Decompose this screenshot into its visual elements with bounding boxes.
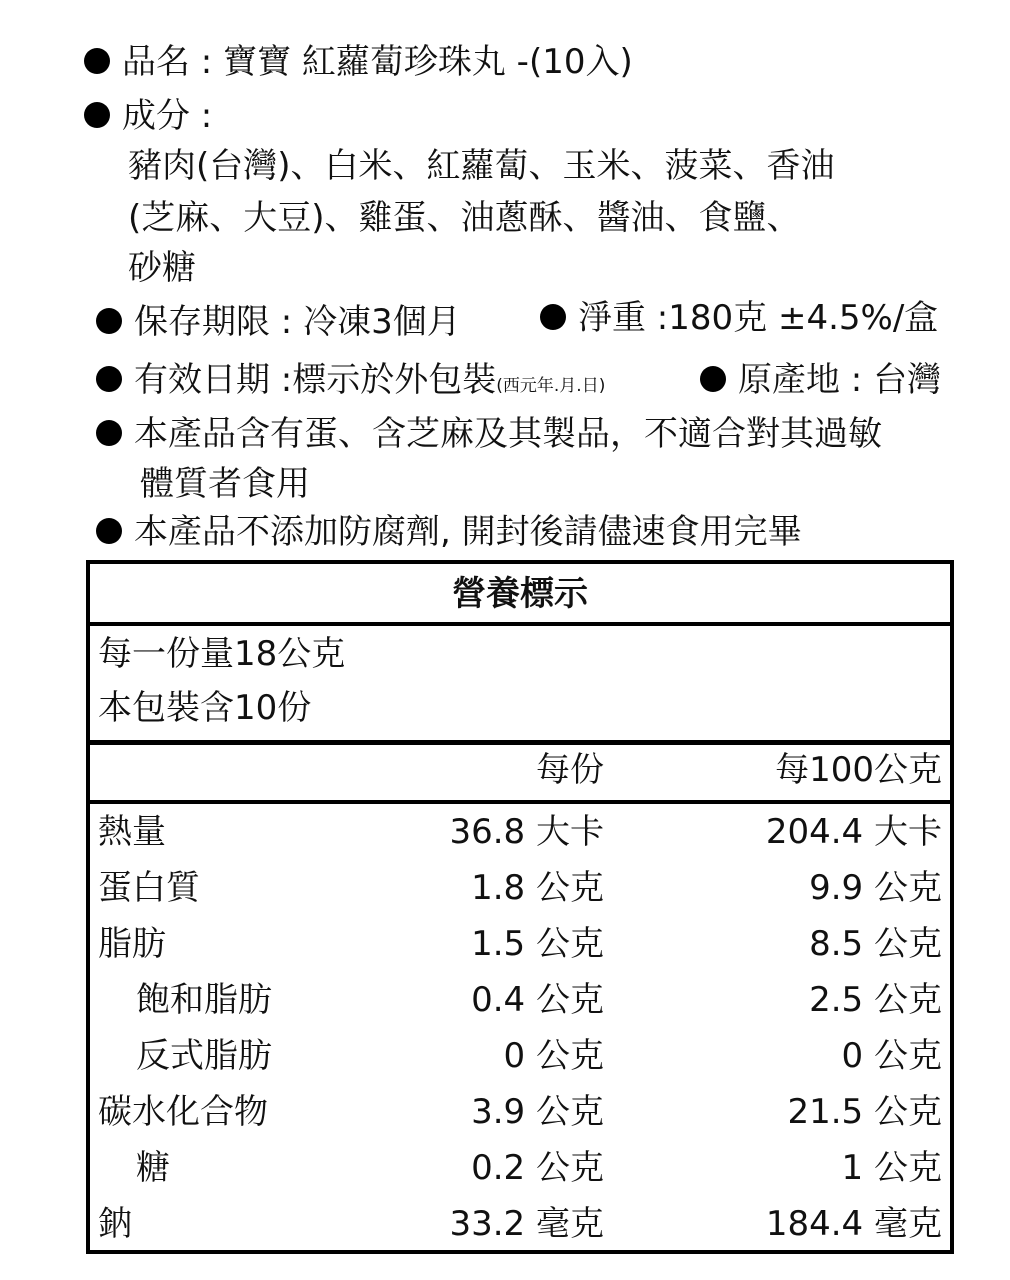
table-row xyxy=(90,1140,950,1196)
table-row xyxy=(90,916,950,972)
product-name-line xyxy=(84,42,633,82)
ingredients-line-3: 砂糖 xyxy=(128,248,196,288)
product-name: 品名 : 寶寶 紅蘿蔔珍珠丸 -(10入) xyxy=(122,42,633,82)
expiry: 有效日期 :標示於外包裝 xyxy=(134,360,497,400)
table-row xyxy=(90,804,950,860)
nutrient-name: 飽和脂肪 xyxy=(136,980,272,1020)
allergen-text: 本產品含有蛋、含芝麻及其製品，不適合對其過敏 xyxy=(134,414,882,454)
ingredients-line-2: (芝麻、大豆)、雞蛋、油蔥酥、醬油、食鹽、 xyxy=(128,198,801,238)
per-100g-value: 184.4 毫克 xyxy=(765,1204,942,1244)
table-row xyxy=(90,860,950,916)
divider xyxy=(90,740,950,745)
ingredients-label-line xyxy=(84,96,212,136)
per-serving-value: 36.8 大卡 xyxy=(449,812,604,852)
net-weight: 淨重 :180克 ±4.5%/盒 xyxy=(578,298,939,338)
nutrient-name: 熱量 xyxy=(98,812,166,852)
bullet-icon xyxy=(96,420,122,446)
table-row xyxy=(90,1084,950,1140)
allergen-line xyxy=(96,414,882,454)
nutrient-name: 脂肪 xyxy=(98,924,166,964)
nutrient-name: 碳水化合物 xyxy=(98,1092,268,1132)
bullet-icon xyxy=(540,304,566,330)
per-serving-value: 33.2 毫克 xyxy=(449,1204,604,1244)
per-100g-value: 2.5 公克 xyxy=(809,980,942,1020)
origin: 原產地 : 台灣 xyxy=(738,360,942,400)
expiry-format: (西元年.月.日) xyxy=(496,376,606,396)
preservative-line xyxy=(96,512,802,552)
nutrition-table xyxy=(86,560,954,1254)
col-header-per-100g: 每100公克 xyxy=(775,750,942,790)
nutrient-name: 鈉 xyxy=(98,1204,132,1244)
col-header-per-serving: 每份 xyxy=(536,750,604,790)
bullet-icon xyxy=(96,518,122,544)
allergen-line-2: 體質者食用 xyxy=(140,464,310,504)
per-100g-value: 21.5 公克 xyxy=(787,1092,942,1132)
per-serving-value: 1.8 公克 xyxy=(471,868,604,908)
net-weight-line xyxy=(540,298,938,338)
per-serving-value: 0.4 公克 xyxy=(471,980,604,1020)
table-row xyxy=(90,1196,950,1252)
per-100g-value: 204.4 大卡 xyxy=(765,812,942,852)
nutrition-title: 營養標示 xyxy=(452,574,588,614)
table-row xyxy=(90,1028,950,1084)
per-serving-value: 0.2 公克 xyxy=(471,1148,604,1188)
serving-size: 每一份量18公克 xyxy=(98,634,346,674)
expiry-line xyxy=(96,360,605,406)
nutrient-name: 反式脂肪 xyxy=(136,1036,272,1076)
preservative-text: 本產品不添加防腐劑, 開封後請儘速食用完畢 xyxy=(134,512,802,552)
bullet-icon xyxy=(700,366,726,392)
per-serving-value: 3.9 公克 xyxy=(471,1092,604,1132)
table-row xyxy=(90,972,950,1028)
bullet-icon xyxy=(96,366,122,392)
ingredients-line-1: 豬肉(台灣)、白米、紅蘿蔔、玉米、菠菜、香油 xyxy=(128,146,835,186)
shelf-life: 保存期限 : 冷凍3個月 xyxy=(134,302,461,342)
nutrient-name: 糖 xyxy=(136,1148,170,1188)
per-100g-value: 8.5 公克 xyxy=(809,924,942,964)
per-100g-value: 0 公克 xyxy=(841,1036,942,1076)
divider xyxy=(90,622,950,626)
per-serving-value: 1.5 公克 xyxy=(471,924,604,964)
servings-per-pack: 本包裝含10份 xyxy=(98,688,312,728)
per-100g-value: 1 公克 xyxy=(841,1148,942,1188)
origin-line xyxy=(700,360,941,400)
bullet-icon xyxy=(96,308,122,334)
bullet-icon xyxy=(84,48,110,74)
per-100g-value: 9.9 公克 xyxy=(809,868,942,908)
nutrient-name: 蛋白質 xyxy=(98,868,200,908)
ingredients-label: 成分 : xyxy=(122,96,213,136)
bullet-icon xyxy=(84,102,110,128)
shelf-life-line xyxy=(96,302,461,342)
per-serving-value: 0 公克 xyxy=(503,1036,604,1076)
